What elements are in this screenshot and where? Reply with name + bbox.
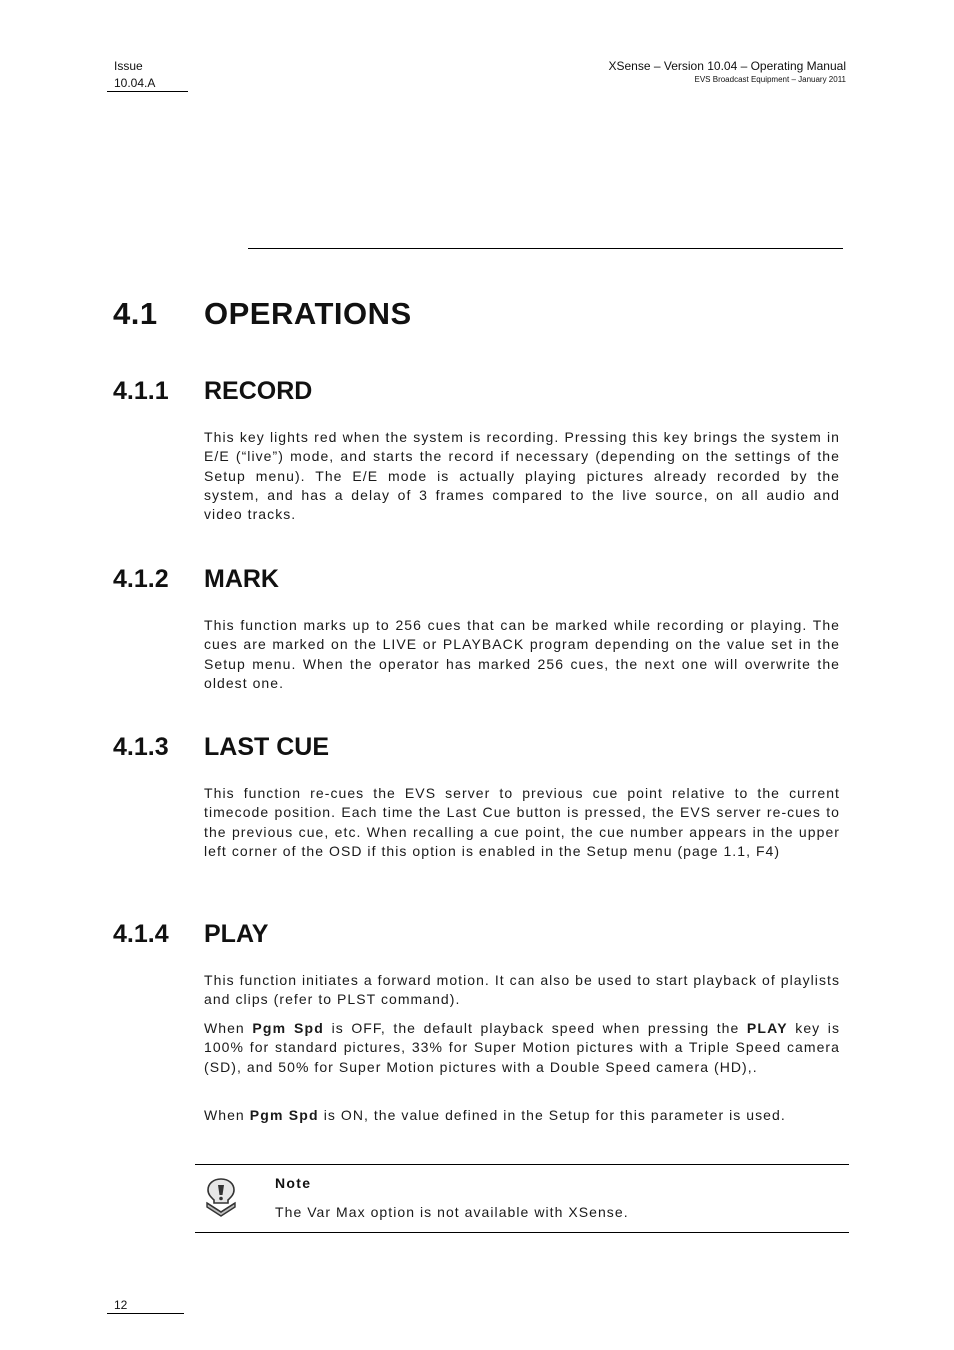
- issue-number: 10.04.A: [114, 76, 156, 90]
- subsection-heading-play: [113, 920, 268, 949]
- play-key-term: PLAY: [746, 1020, 788, 1036]
- section-number: 4.1: [113, 296, 158, 331]
- page-number: 12: [114, 1298, 128, 1312]
- header-rule: [107, 91, 188, 92]
- play-paragraph-1: This function initiates a forward motion. It can also be used to start playback of playlists and clips (refer to PLST command).: [204, 972, 840, 1008]
- subsection-number: 4.1.1: [113, 377, 169, 405]
- play-paragraph-3: [204, 1106, 840, 1125]
- note-bottom-rule: [195, 1232, 849, 1233]
- doc-title: XSense – Version 10.04 – Operating Manual: [608, 59, 846, 73]
- pgm-spd-term: Pgm Spd: [252, 1020, 325, 1036]
- doc-subtitle: EVS Broadcast Equipment – January 2011: [694, 75, 846, 84]
- record-paragraph: This key lights red when the system is recording. Pressing this key brings the system in E/E (“live”) mode, and starts the record if necessary (depending on the settings of the Setup menu). The E/E mode is actually playing pictures already recorded by the system, and has a delay of 3 frames compared to the live source, on all audio and video tracks.: [204, 429, 840, 523]
- text-run: is ON, the value defined in the Setup for this parameter is used.: [318, 1107, 786, 1123]
- subsection-title: MARK: [204, 565, 279, 593]
- text-run: is OFF, the default playback speed when pressing the: [324, 1020, 747, 1036]
- text-run: When: [204, 1107, 250, 1123]
- subsection-title: LAST CUE: [204, 733, 329, 761]
- play-paragraph-2: [204, 1019, 840, 1077]
- mark-paragraph: This function marks up to 256 cues that can be marked while recording or playing. The cues are marked on the LIVE or PLAYBACK program depending on the value set in the Setup menu. When the operator has marked 256 cues, the next one will overwrite the oldest one.: [204, 617, 840, 691]
- footer-rule: [107, 1313, 184, 1314]
- subsection-number: 4.1.3: [113, 733, 169, 761]
- note-text: The Var Max option is not available with XSense.: [275, 1204, 629, 1220]
- pgm-spd-term: Pgm Spd: [249, 1107, 319, 1123]
- subsection-heading-record: [113, 377, 312, 406]
- section-title: OPERATIONS: [204, 296, 412, 331]
- subsection-heading-mark: [113, 565, 279, 594]
- section-rule: [248, 248, 843, 249]
- section-heading: [113, 296, 412, 332]
- subsection-heading-last-cue: [113, 733, 329, 762]
- note-icon: [203, 1176, 239, 1218]
- subsection-number: 4.1.2: [113, 565, 169, 593]
- note-title: Note: [275, 1175, 312, 1191]
- subsection-number: 4.1.4: [113, 920, 169, 948]
- last-cue-paragraph: This function re-cues the EVS server to previous cue point relative to the current timecode position. Each time the Last Cue button is pressed, the EVS server re-cues to the previous cue, etc. When recalling a cue point, the cue number appears in the upper left corner of the OSD if this option is enabled in the Setup menu (page 1.1, F4): [204, 785, 840, 859]
- text-run: When: [204, 1020, 253, 1036]
- subsection-title: RECORD: [204, 377, 313, 405]
- issue-label: Issue: [114, 59, 143, 73]
- text-run: key is 100% for standard pictures, 33% for Super Motion pictures with a Triple Speed camera (SD), and 50% for Super Motion pictures with a Double Speed camera (HD),.: [204, 1020, 840, 1075]
- note-top-rule: [195, 1164, 849, 1165]
- subsection-title: PLAY: [204, 920, 269, 948]
